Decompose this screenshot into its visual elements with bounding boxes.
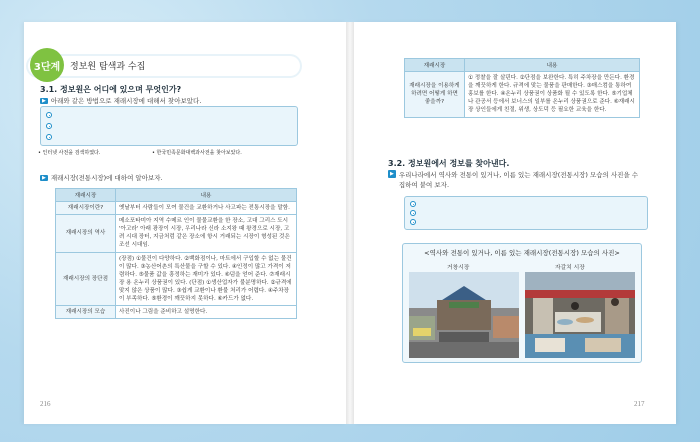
instruction-2	[40, 173, 163, 182]
section-heading-3-2	[388, 158, 509, 169]
answer-box-1	[40, 106, 298, 146]
instruction-text: 아래와 같은 방법으로 재래시장에 대해서 찾아보았다.	[50, 97, 202, 105]
book-gutter	[346, 22, 354, 424]
bullet-circle-icon	[410, 219, 416, 225]
page-number-left: 216	[40, 400, 51, 408]
row-label: 재래시장을 이용하게 하려면 어떻게 하면 좋을까?	[405, 72, 465, 118]
photo-caption-2: 자갈치 시장	[555, 265, 585, 271]
instruction-text: 재래시장(전통시장)에 대하여 알아보자.	[50, 174, 163, 182]
bullet-circle-icon	[410, 201, 416, 207]
row-label: 재래시장의 장단점	[56, 252, 116, 306]
arrow-icon: ▶	[42, 97, 46, 104]
section-heading-3-1	[40, 84, 181, 95]
row-label: 재래시장의 모습	[56, 306, 116, 319]
stage-title: 정보원 탐색과 수집	[70, 62, 146, 72]
bullet-circle-icon	[410, 210, 416, 216]
geochang-market-photo	[409, 272, 519, 358]
row-text: 메소포타미아 지역 수메르 인이 물물교환을 한 장소, 고대 그리스 도시 '아고라' 아래 광장이 시장, 우리나라 신라 소지왕 때 왕경으로 시장, 고려 시대 장터, 지금처럼 같은 장소에 항시 거래되는 시장이 형성된 것은 조선 시대임.	[116, 215, 297, 252]
hint-1: • 인터넷 사전을 검색하였다.	[38, 150, 101, 156]
table-header: 내용	[116, 189, 297, 202]
table-row	[56, 215, 297, 252]
arrow-icon: ▶	[42, 174, 46, 181]
market-info-table-left	[55, 188, 297, 319]
row-text: 옛날부터 사람들이 모여 물건을 교환하거나 사고파는 전통시장을 말함.	[116, 202, 297, 215]
photo-caption-1: 거창시장	[447, 265, 470, 271]
instruction-3	[388, 170, 643, 191]
table-header: 재래시장	[405, 59, 465, 72]
section-title: 정보원에서 정보를 찾아낸다.	[408, 159, 510, 168]
table-header: 내용	[465, 59, 640, 72]
photo-panel-title: <역사와 전통이 있거나, 이름 있는 재래시장(전통시장) 모습의 사진>	[424, 249, 620, 257]
table-row	[56, 252, 297, 306]
row-label: 재래시장이란?	[56, 202, 116, 215]
table-header: 재래시장	[56, 189, 116, 202]
page-number-right: 217	[634, 400, 645, 408]
market-info-table-right	[404, 58, 640, 118]
row-label: 재래시장의 역사	[56, 215, 116, 252]
arrow-icon: ▶	[390, 171, 394, 177]
jagalchi-market-photo	[525, 272, 635, 358]
stage-badge: 3단계	[30, 48, 64, 82]
section-number: 3.1.	[40, 85, 58, 94]
table-row	[405, 72, 640, 118]
answer-box-2	[404, 196, 648, 230]
bullet-circle-icon	[46, 134, 52, 140]
table-row	[56, 202, 297, 215]
row-text: ① 정찰을 잘 살핀다. ②단점을 보완한다. 특히 주차장을 만든다. 환경을 깨끗하게 한다. 규격에 맞는 물품을 판매한다. ③매스컴을 통하여 홍보를 한다. ④온누리 상품권이 상품화 될 수 있도록 한다. ⑤기업체나 관공서 등에서 보너스의 일부를 온누리 상품권으로 준다. ⑥재래시장 상인들에게 친절, 위생, 상도덕 등 필요한 교육을 한다.	[465, 72, 640, 118]
instruction-1	[40, 96, 201, 105]
stage-header-bar	[28, 56, 300, 76]
bullet-circle-icon	[46, 112, 52, 118]
photo-panel	[402, 243, 642, 363]
section-title: 정보원은 어디에 있으며 무엇인가?	[60, 85, 182, 94]
instruction-text: 우리나라에서 역사와 전통이 있거나, 이름 있는 재래시장(전통시장) 모습의 사진을 수집하여 붙여 보자.	[398, 171, 639, 190]
row-text: (장점) ①물건이 다양하다. ②백화점이나, 마트에서 구입할 수 없는 물건이 많다. ③농산어촌의 특산물을 구할 수 있다. ④인정이 많고 가격이 저렴하다. ⑤물품 값을 흥정하는 재미가 있다. ⑥덤을 얻어 준다. ⑦재래시장 용 온누리 상품권이 있다. (단점) ①생산업자가 불분명하다. ②규격에 맞지 않은 상품이 많다. ③쉽게 교환이나 환불 처리가 어렵다. ④주차장이 부족하다. ⑤환경이 깨끗하지 못하다. ⑥카드가 없다.	[116, 252, 297, 306]
row-text: 사진이나 그림을 준비하고 설명한다.	[116, 306, 297, 319]
hint-2: • 한국민족문화대백과사전을 찾아보았다.	[152, 150, 242, 156]
bullet-circle-icon	[46, 123, 52, 129]
section-number: 3.2.	[388, 159, 406, 168]
table-row	[56, 306, 297, 319]
